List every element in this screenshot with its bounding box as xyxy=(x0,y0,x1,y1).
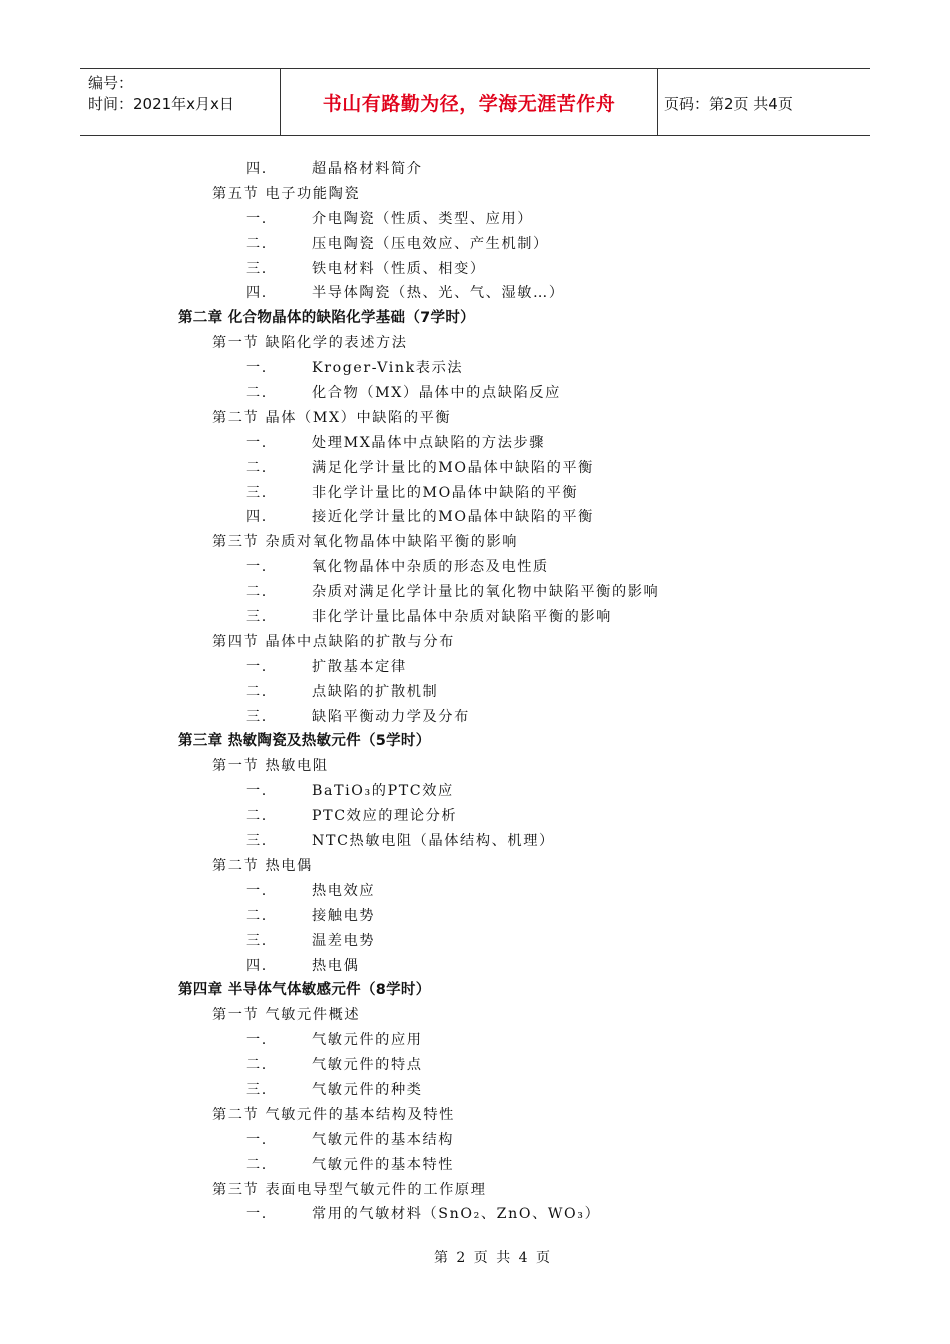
item-number: 三. xyxy=(246,609,268,626)
toc-item xyxy=(0,232,950,257)
item-number: 四. xyxy=(246,161,268,177)
section-heading: 第三节 杂质对氧化物晶体中缺陷平衡的影响 xyxy=(212,534,519,551)
toc-item xyxy=(0,779,950,804)
page-code-cell xyxy=(664,69,793,137)
toc-item xyxy=(0,804,950,829)
item-number: 三. xyxy=(246,708,268,725)
chapter-heading: 第二章 化合物晶体的缺陷化学基础（7学时） xyxy=(178,310,475,327)
item-number: 一. xyxy=(246,783,268,800)
toc-item xyxy=(0,481,950,506)
chapter-heading: 第三章 热敏陶瓷及热敏元件（5学时） xyxy=(178,733,431,750)
toc-item xyxy=(0,1078,950,1103)
item-text: 化合物（MX）晶体中的点缺陷反应 xyxy=(312,385,561,402)
item-text: 热电效应 xyxy=(312,882,376,899)
item-number: 一. xyxy=(246,1032,268,1049)
item-number: 三. xyxy=(246,260,268,277)
toc-item xyxy=(0,605,950,630)
toc-item xyxy=(0,257,950,282)
item-number: 二. xyxy=(246,1057,268,1074)
item-number: 四. xyxy=(246,957,268,974)
item-text: BaTiO₃的PTC效应 xyxy=(312,783,454,800)
item-number: 二. xyxy=(246,584,268,601)
item-text: 非化学计量比的MO晶体中缺陷的平衡 xyxy=(312,484,579,501)
page-code: 页码：第2页 共4页 xyxy=(664,94,793,113)
page-footer xyxy=(0,1247,950,1267)
toc-item xyxy=(0,879,950,904)
section-heading: 第二节 热电偶 xyxy=(212,857,313,874)
toc-item xyxy=(0,580,950,605)
toc-item xyxy=(0,431,950,456)
section-heading: 第三节 表面电导型气敏元件的工作原理 xyxy=(212,1181,487,1198)
item-number: 三. xyxy=(246,484,268,501)
motto-text: 书山有路勤为径，学海无涯苦作舟 xyxy=(322,92,616,115)
page-header xyxy=(80,68,870,136)
item-number: 二. xyxy=(246,808,268,825)
item-text: 半导体陶瓷（热、光、气、湿敏…） xyxy=(312,285,565,302)
toc-item xyxy=(0,381,950,406)
item-text: 杂质对满足化学计量比的氧化物中缺陷平衡的影响 xyxy=(312,584,660,601)
item-text: 氧化物晶体中杂质的形态及电性质 xyxy=(312,559,549,576)
section-heading: 第五节 电子功能陶瓷 xyxy=(212,185,361,202)
item-text: 超晶格材料简介 xyxy=(312,161,423,177)
item-text: 接近化学计量比的MO晶体中缺陷的平衡 xyxy=(312,509,594,526)
item-text: 气敏元件的基本结构 xyxy=(312,1131,455,1148)
item-text: Kroger-Vink表示法 xyxy=(312,360,464,377)
item-number: 一. xyxy=(246,360,268,377)
toc-item xyxy=(0,680,950,705)
item-number: 一. xyxy=(246,1206,268,1223)
table-of-contents xyxy=(0,157,950,1227)
time-label: 时间：2021年x月x日 xyxy=(88,95,234,113)
item-text: 缺陷平衡动力学及分布 xyxy=(312,708,470,725)
item-number: 二. xyxy=(246,1156,268,1173)
toc-item xyxy=(0,655,950,680)
item-text: 气敏元件的种类 xyxy=(312,1081,423,1098)
footer-page-number: 第 2 页 共 4 页 xyxy=(433,1250,553,1266)
section-heading: 第四节 晶体中点缺陷的扩散与分布 xyxy=(212,633,455,650)
item-text: 热电偶 xyxy=(312,957,360,974)
item-text: 接触电势 xyxy=(312,907,376,924)
item-text: 扩散基本定律 xyxy=(312,658,407,675)
item-number: 一. xyxy=(246,210,268,227)
item-number: 三. xyxy=(246,833,268,850)
toc-item xyxy=(0,1153,950,1178)
toc-item xyxy=(0,456,950,481)
chapter-heading: 第四章 半导体气体敏感元件（8学时） xyxy=(178,982,431,999)
item-number: 一. xyxy=(246,559,268,576)
section-heading: 第一节 缺陷化学的表述方法 xyxy=(212,335,408,352)
toc-item xyxy=(0,705,950,730)
toc-item xyxy=(0,904,950,929)
section-heading: 第一节 气敏元件概述 xyxy=(212,1007,361,1024)
item-text: NTC热敏电阻（晶体结构、机理） xyxy=(312,833,555,850)
item-text: PTC效应的理论分析 xyxy=(312,808,458,825)
toc-item xyxy=(0,207,950,232)
section-heading: 第一节 热敏电阻 xyxy=(212,758,329,775)
item-text: 气敏元件的基本特性 xyxy=(312,1156,455,1173)
item-text: 气敏元件的特点 xyxy=(312,1057,423,1074)
item-number: 三. xyxy=(246,1081,268,1098)
section-heading: 第二节 气敏元件的基本结构及特性 xyxy=(212,1106,455,1123)
item-text: 满足化学计量比的MO晶体中缺陷的平衡 xyxy=(312,459,594,476)
toc-item xyxy=(0,1202,950,1227)
item-text: 非化学计量比晶体中杂质对缺陷平衡的影响 xyxy=(312,609,612,626)
item-text: 压电陶瓷（压电效应、产生机制） xyxy=(312,235,549,252)
item-number: 一. xyxy=(246,1131,268,1148)
item-number: 三. xyxy=(246,932,268,949)
item-text: 点缺陷的扩散机制 xyxy=(312,683,439,700)
section-heading: 第二节 晶体（MX）中缺陷的平衡 xyxy=(212,409,452,426)
item-number: 一. xyxy=(246,882,268,899)
item-text: 铁电材料（性质、相变） xyxy=(312,260,486,277)
motto-cell xyxy=(280,68,658,136)
item-text: 温差电势 xyxy=(312,932,376,949)
header-info xyxy=(88,73,280,115)
toc-item xyxy=(0,157,950,182)
item-number: 二. xyxy=(246,235,268,252)
toc-item xyxy=(0,1028,950,1053)
toc-item xyxy=(0,281,950,306)
toc-item xyxy=(0,356,950,381)
toc-item xyxy=(0,929,950,954)
item-number: 一. xyxy=(246,434,268,451)
toc-item xyxy=(0,954,950,979)
item-number: 四. xyxy=(246,509,268,526)
toc-item xyxy=(0,829,950,854)
item-number: 二. xyxy=(246,907,268,924)
toc-item xyxy=(0,555,950,580)
toc-item xyxy=(0,1053,950,1078)
item-number: 二. xyxy=(246,385,268,402)
item-number: 二. xyxy=(246,683,268,700)
item-text: 常用的气敏材料（SnO₂、ZnO、WO₃） xyxy=(312,1206,601,1223)
item-number: 二. xyxy=(246,459,268,476)
toc-item xyxy=(0,505,950,530)
item-number: 一. xyxy=(246,658,268,675)
item-number: 四. xyxy=(246,285,268,302)
number-label: 编号： xyxy=(88,74,134,92)
item-text: 气敏元件的应用 xyxy=(312,1032,423,1049)
toc-item xyxy=(0,1128,950,1153)
item-text: 介电陶瓷（性质、类型、应用） xyxy=(312,210,534,227)
item-text: 处理MX晶体中点缺陷的方法步骤 xyxy=(312,434,546,451)
